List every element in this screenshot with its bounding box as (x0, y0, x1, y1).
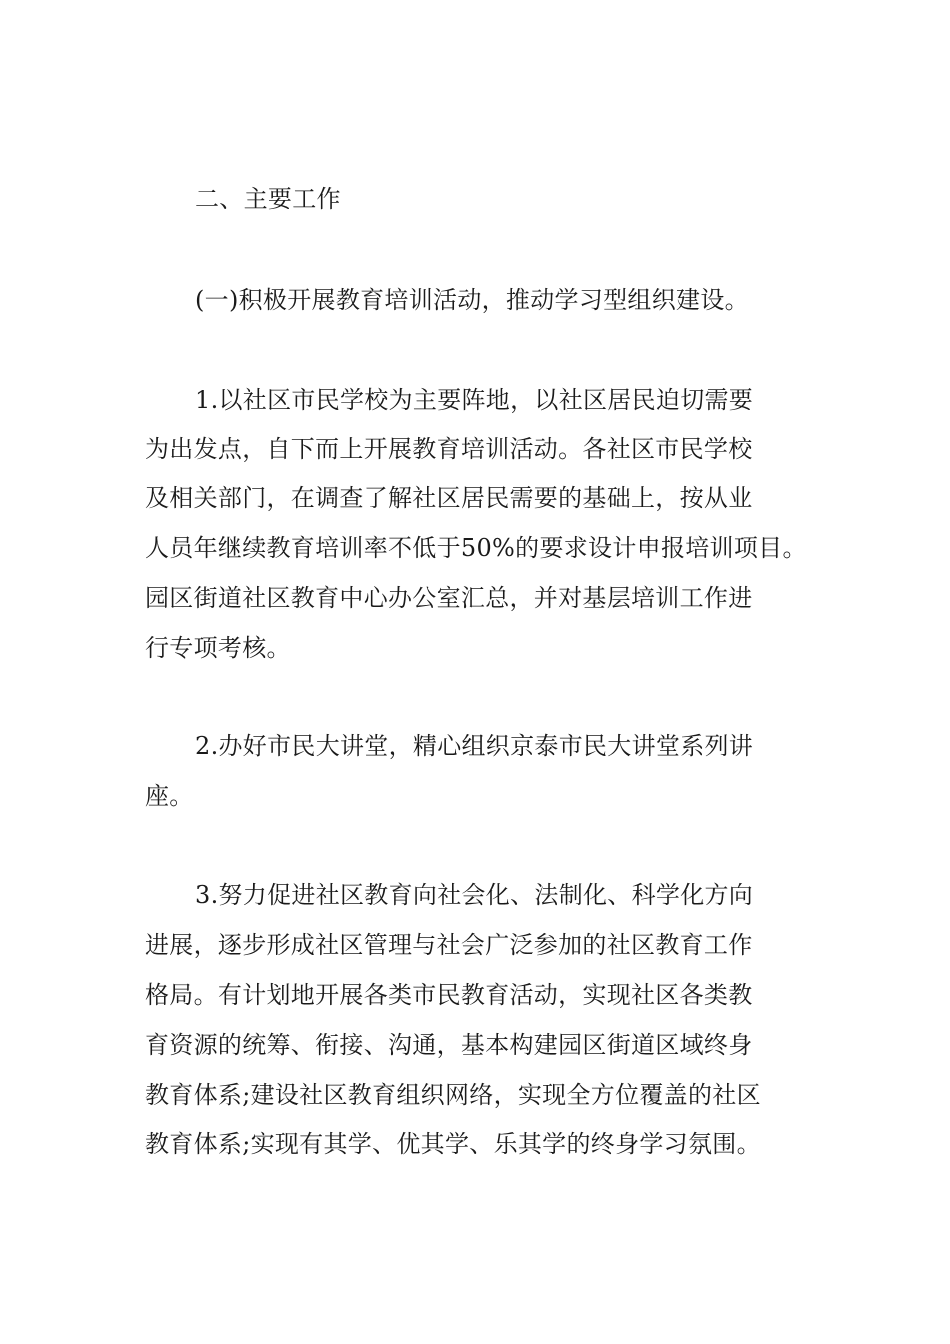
paragraph-line: 教育体系;实现有其学、优其学、乐其学的终身学习氛围。 (145, 1130, 761, 1158)
subsection-heading: (一)积极开展教育培训活动，推动学习型组织建设。 (195, 286, 749, 314)
paragraph-line: 为出发点，自下而上开展教育培训活动。各社区市民学校 (145, 435, 753, 463)
paragraph-line: 3.努力促进社区教育向社会化、法制化、科学化方向 (195, 881, 754, 909)
paragraph-line: 园区街道社区教育中心办公室汇总，并对基层培训工作进 (145, 584, 753, 612)
paragraph-line: 2.办好市民大讲堂，精心组织京泰市民大讲堂系列讲 (195, 732, 754, 760)
paragraph-line: 育资源的统筹、衔接、沟通，基本构建园区街道区域终身 (145, 1031, 753, 1059)
paragraph-line: 1.以社区市民学校为主要阵地，以社区居民迫切需要 (195, 386, 754, 414)
section-heading: 二、主要工作 (195, 185, 341, 213)
paragraph-line: 教育体系;建设社区教育组织网络，实现全方位覆盖的社区 (145, 1081, 761, 1109)
paragraph-line: 及相关部门，在调查了解社区居民需要的基础上，按从业 (145, 484, 753, 512)
paragraph-line: 格局。有计划地开展各类市民教育活动，实现社区各类教 (145, 981, 753, 1009)
paragraph-line: 进展，逐步形成社区管理与社会广泛参加的社区教育工作 (145, 931, 753, 959)
paragraph-line: 座。 (145, 782, 194, 810)
paragraph-line: 人员年继续教育培训率不低于50%的要求设计申报培训项目。 (145, 534, 807, 562)
paragraph-line: 行专项考核。 (145, 634, 291, 662)
